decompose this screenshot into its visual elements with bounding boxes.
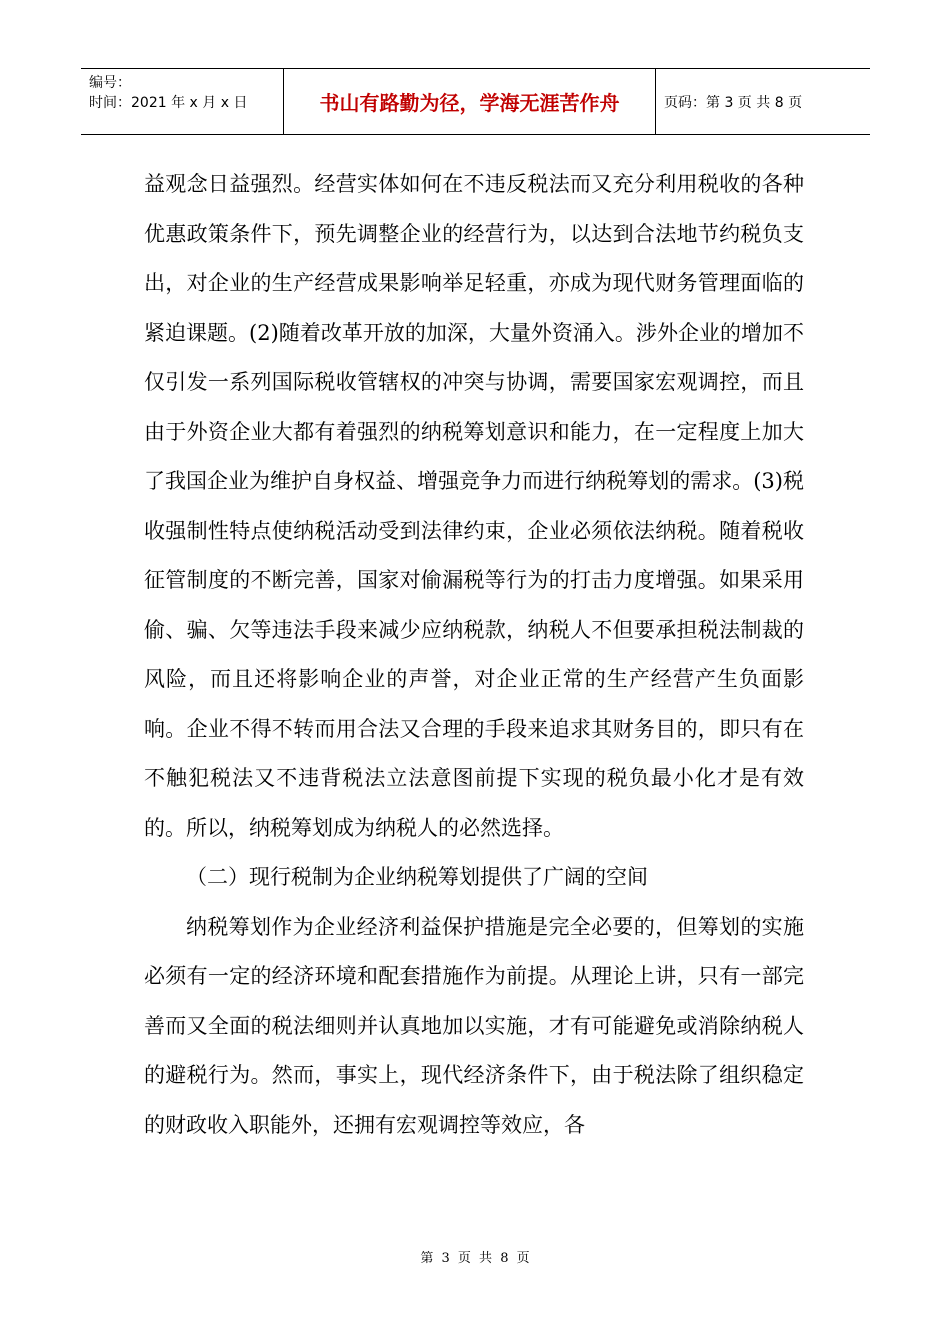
body-paragraph-2: 纳税筹划作为企业经济利益保护措施是完全必要的，但筹划的实施必须有一定的经济环境和配套措施作为前提。从理论上讲，只有一部完善而又全面的税法细则并认真地加以实施，才有可能避免或消除纳税人的避税行为。然而，事实上，现代经济条件下，由于税法除了组织稳定的财政收入职能外，还拥有宏观调控等效应，各 <box>144 914 804 1137</box>
section-heading: （二）现行税制为企业纳税筹划提供了广阔的空间 <box>186 865 648 889</box>
header-motto: 书山有路勤为径，学海无涯苦作舟 <box>284 69 656 134</box>
document-body <box>144 160 804 1150</box>
page-header <box>81 68 870 135</box>
header-meta-cell <box>81 69 284 134</box>
header-page-info: 页码：第 3 页 共 8 页 <box>664 94 803 111</box>
body-paragraph-1: 益观念日益强烈。经营实体如何在不违反税法而又充分利用税收的各种优惠政策条件下，预先调整企业的经营行为，以达到合法地节约税负支出，对企业的生产经营成果影响举足轻重，亦成为现代财务管理面临的紧迫课题。(2)随着改革开放的加深，大量外资涌入。涉外企业的增加不仅引发一系列国际税收管辖权的冲突与协调，需要国家宏观调控，而且由于外资企业大都有着强烈的纳税筹划意识和能力，在一定程度上加大了我国企业为维护自身权益、增强竞争力而进行纳税筹划的需求。(3)税收强制性特点使纳税活动受到法律约束，企业必须依法纳税。随着税收征管制度的不断完善，国家对偷漏税等行为的打击力度增强。如果采用偷、骗、欠等违法手段来减少应纳税款，纳税人不但要承担税法制裁的风险，而且还将影响企业的声誉，对企业正常的生产经营产生负面影响。企业不得不转而用合法又合理的手段来追求其财务目的，即只有在不触犯税法又不违背税法立法意图前提下实现的税负最小化才是有效的。所以，纳税筹划成为纳税人的必然选择。 <box>144 172 804 840</box>
document-number-label: 编号： <box>89 75 131 91</box>
document-date: 时间：2021 年 x 月 x 日 <box>89 95 248 111</box>
page-footer-number: 第 3 页 共 8 页 <box>420 1251 530 1266</box>
